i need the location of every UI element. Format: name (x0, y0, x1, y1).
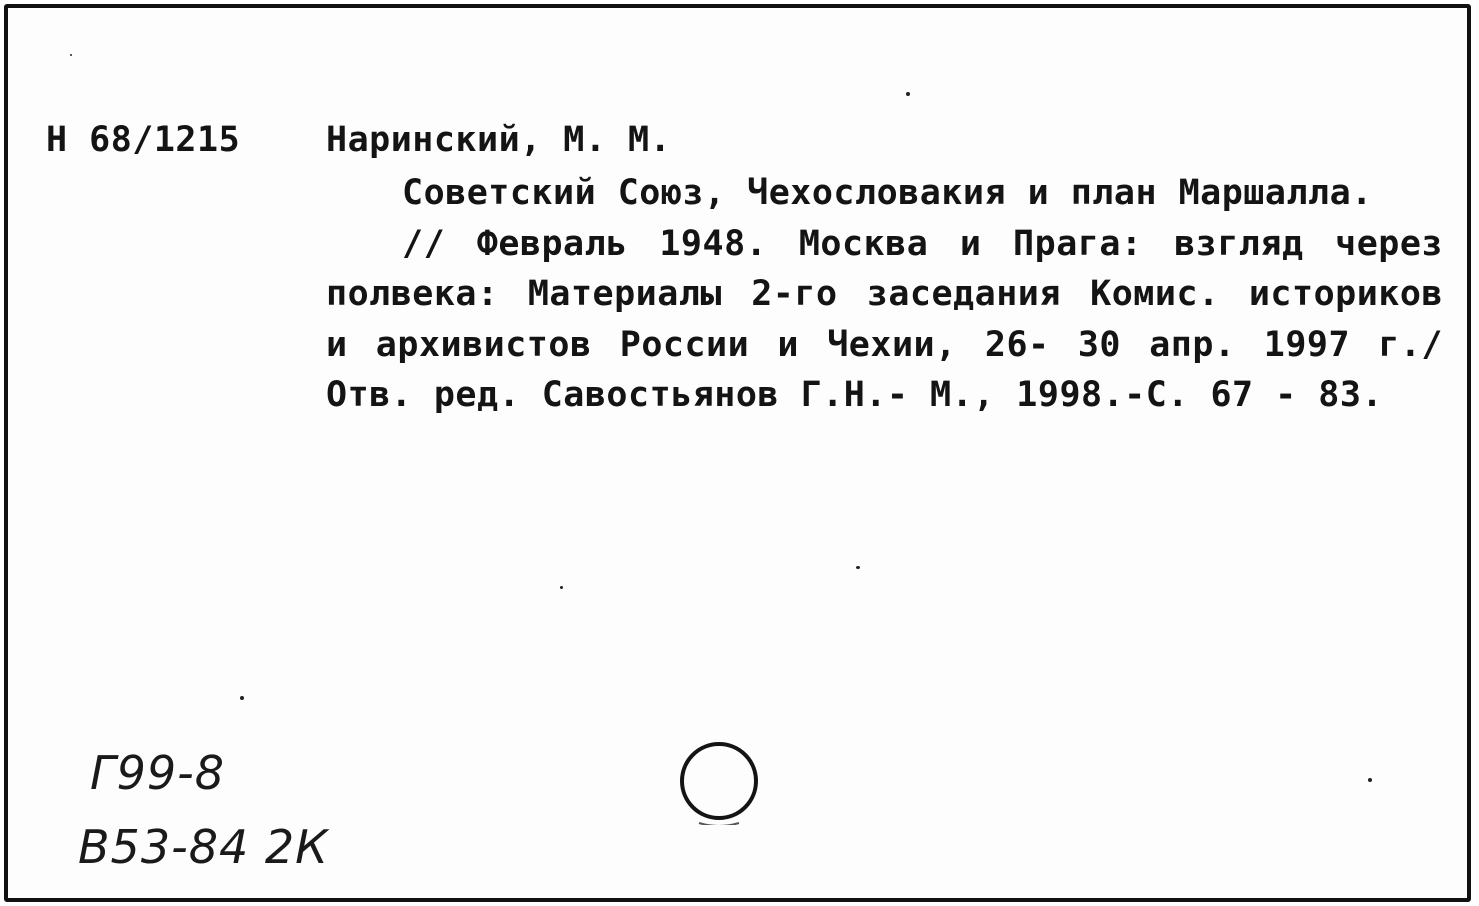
speck (240, 696, 244, 700)
speck (1368, 778, 1372, 782)
catalog-card (4, 4, 1471, 902)
punch-hole-icon (677, 741, 761, 825)
speck (906, 92, 910, 96)
source-paragraph: // Февраль 1948. Москва и Прага: взгляд через полвека: Материалы 2-го заседания Комис. историков и архивистов России и Чехии, 26- 30 апр. 1997 г./ Отв. ред. Савостьянов Г.Н.- М., 1998.-С. 67 - 83. (326, 223, 1443, 415)
handwritten-shelf-mark-1: Г99-8 (90, 746, 226, 800)
speck (560, 586, 563, 589)
speck (70, 54, 72, 56)
author-heading: Наринский, М. М. (326, 120, 672, 160)
call-number: Н 68/1215 (46, 120, 241, 160)
bibliographic-description (326, 168, 1443, 421)
speck (856, 566, 860, 569)
handwritten-shelf-mark-2: В53-84 2К (78, 820, 329, 874)
title-paragraph: Советский Союз, Чехословакия и план Маршалла. (402, 173, 1373, 213)
